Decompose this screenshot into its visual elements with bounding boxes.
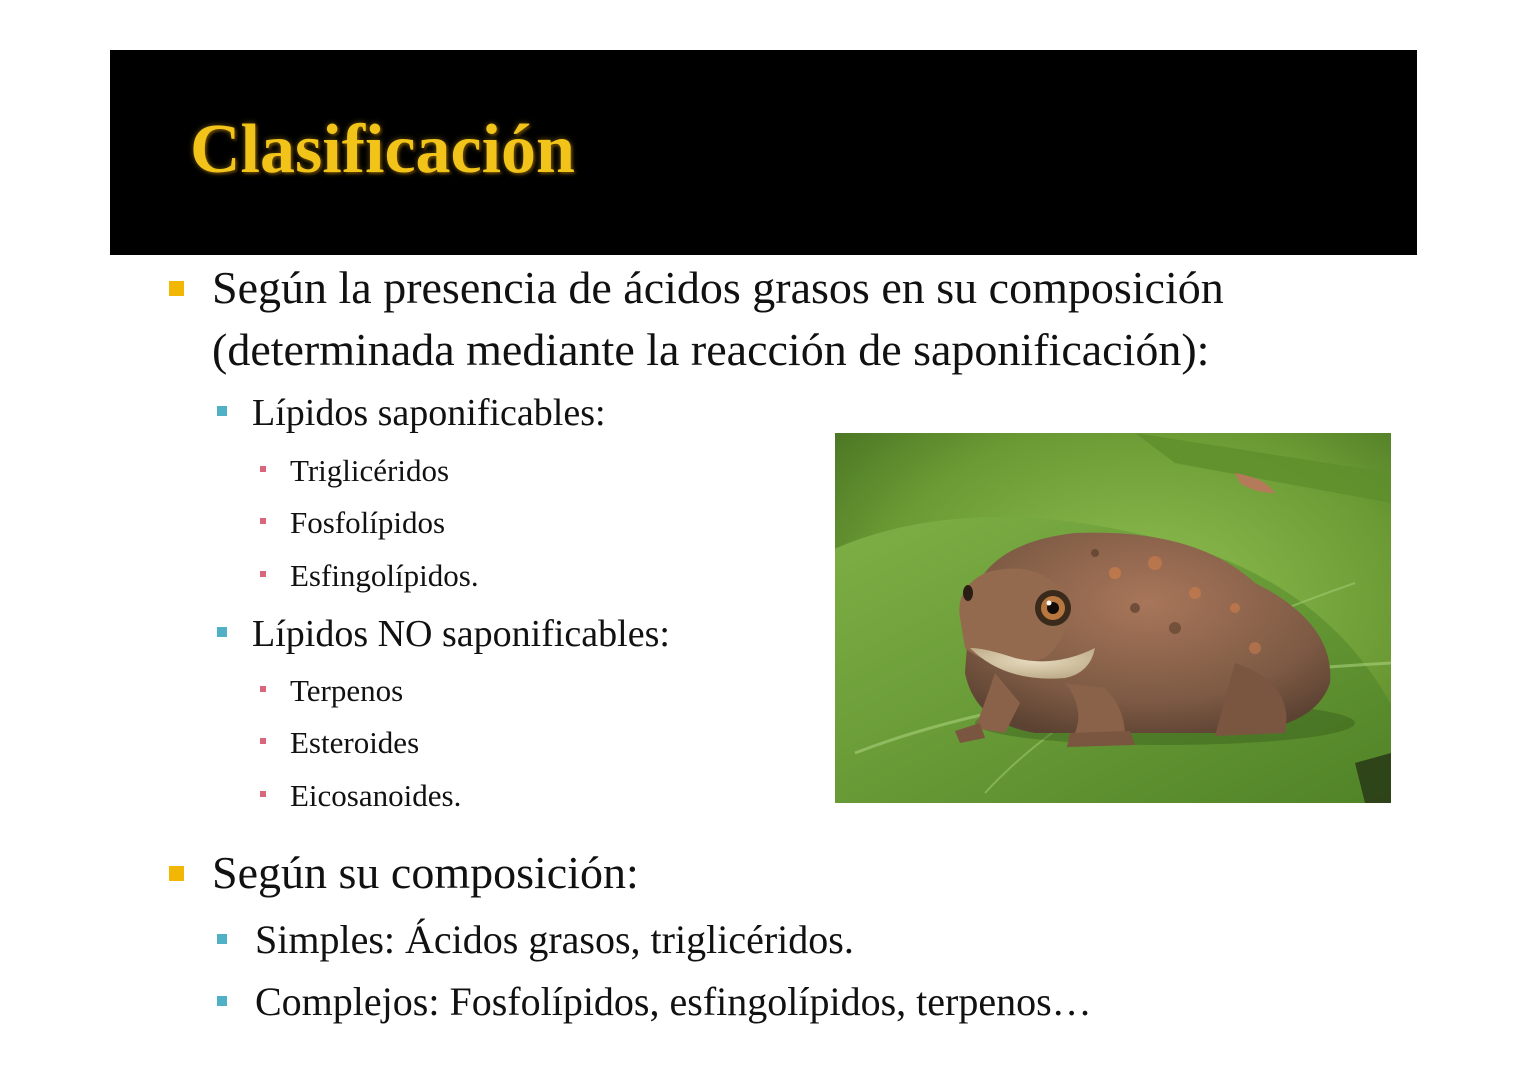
section2-heading: Según su composición: bbox=[212, 847, 639, 898]
toad-photo bbox=[835, 433, 1391, 803]
bullet-level1 bbox=[169, 281, 184, 296]
bullet-level2 bbox=[217, 627, 227, 637]
bullet-level2 bbox=[217, 406, 227, 416]
section1-heading-line2: (determinada mediante la reacción de saponificación): bbox=[212, 324, 1210, 375]
bullet-level1 bbox=[169, 866, 184, 881]
bullet-level3 bbox=[260, 518, 266, 524]
section2-item: Simples: Ácidos grasos, triglicéridos. bbox=[255, 917, 854, 962]
bullet-level3 bbox=[260, 791, 266, 797]
group2-item: Eicosanoides. bbox=[290, 778, 462, 813]
bullet-level3 bbox=[260, 466, 266, 472]
slide-title: Clasificación bbox=[190, 111, 575, 188]
group1-item: Triglicéridos bbox=[290, 453, 450, 488]
bullet-level3 bbox=[260, 571, 266, 577]
group1-item: Fosfolípidos bbox=[290, 505, 446, 540]
bullet-level3 bbox=[260, 686, 266, 692]
bullet-level3 bbox=[260, 738, 266, 744]
title-bar bbox=[110, 50, 1417, 255]
group2-item: Esteroides bbox=[290, 725, 420, 760]
bullet-level2 bbox=[217, 996, 227, 1006]
group1-item: Esfingolípidos. bbox=[290, 558, 479, 593]
section1-heading-line1: Según la presencia de ácidos grasos en su composición bbox=[212, 262, 1224, 313]
group2-item: Terpenos bbox=[290, 673, 404, 708]
group1-label: Lípidos saponificables: bbox=[252, 392, 606, 434]
group2-label: Lípidos NO saponificables: bbox=[252, 613, 670, 655]
section2-item: Complejos: Fosfolípidos, esfingolípidos, terpenos… bbox=[255, 979, 1092, 1024]
bullet-level2 bbox=[217, 934, 227, 944]
